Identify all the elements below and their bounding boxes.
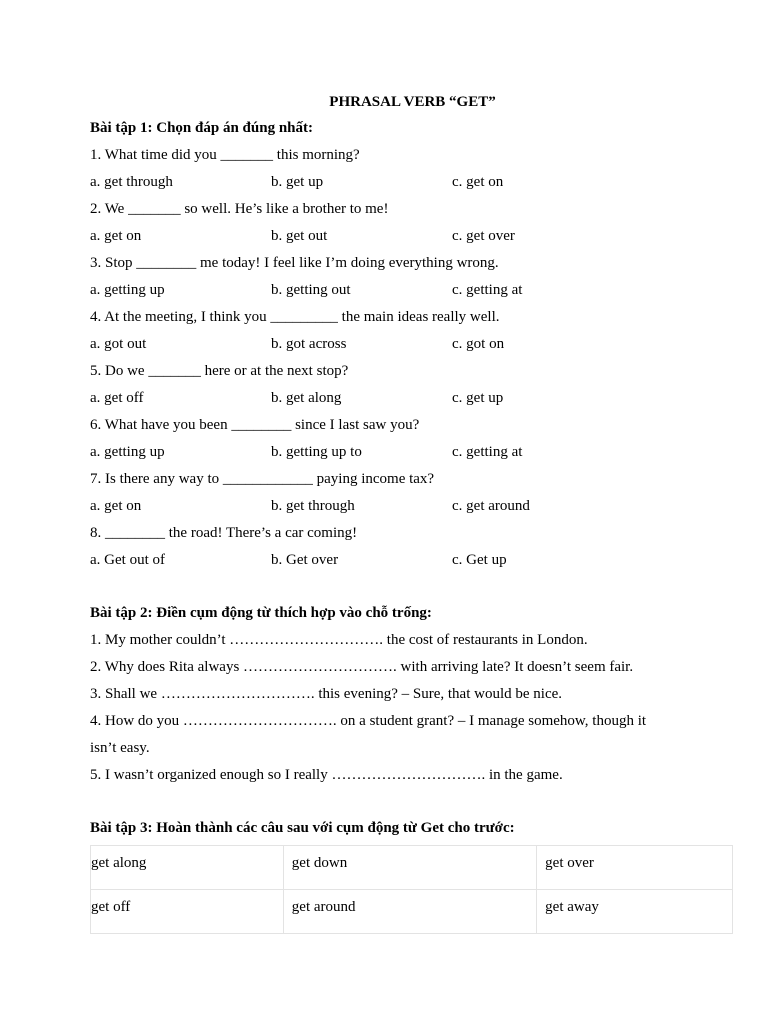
fill-line-4-continued: isn’t easy. [90, 740, 150, 756]
options-5 [90, 388, 735, 415]
options-1 [90, 172, 735, 199]
fill-line-3: 3. Shall we …………………………. this evening? – Sure, that would be nice. [90, 686, 563, 702]
exercise-2-lines [90, 630, 735, 792]
fill-line-1: 1. My mother couldn’t …………………………. the cost of restaurants in London. [90, 632, 588, 648]
option-a: a. getting up [90, 444, 165, 460]
table-row [91, 890, 733, 934]
table-cell: get away [537, 890, 733, 934]
options-8 [90, 550, 735, 577]
question-7: 7. Is there any way to ____________ paying income tax? [90, 471, 435, 487]
option-a: a. get through [90, 174, 173, 190]
option-b: b. getting up to [271, 444, 362, 460]
options-2 [90, 226, 735, 253]
options-6 [90, 442, 735, 469]
option-c: c. got on [452, 336, 505, 352]
option-a: a. get on [90, 498, 142, 514]
option-c: c. getting at [452, 444, 523, 460]
question-3: 3. Stop ________ me today! I feel like I’m doing everything wrong. [90, 255, 499, 271]
document-page [90, 92, 735, 934]
option-a: a. getting up [90, 282, 165, 298]
section-spacer [90, 577, 735, 603]
options-4 [90, 334, 735, 361]
option-a: a. got out [90, 336, 147, 352]
option-a: a. get off [90, 390, 144, 406]
exercise-3-heading: Bài tập 3: Hoàn thành các câu sau với cụm động từ Get cho trước: [90, 820, 515, 836]
exercise-2-heading: Bài tập 2: Điền cụm động từ thích hợp vào chỗ trống: [90, 605, 432, 621]
table-cell: get around [283, 890, 536, 934]
table-cell: get along [91, 846, 284, 890]
question-8: 8. ________ the road! There’s a car coming! [90, 525, 358, 541]
options-3 [90, 280, 735, 307]
table-cell: get off [91, 890, 284, 934]
question-2: 2. We _______ so well. He’s like a brother to me! [90, 201, 389, 217]
option-c: c. get around [452, 498, 530, 514]
exercise-1-questions [90, 145, 735, 577]
option-b: b. get along [271, 390, 342, 406]
option-b: b. getting out [271, 282, 351, 298]
question-4: 4. At the meeting, I think you _________ the main ideas really well. [90, 309, 500, 325]
section-spacer [90, 792, 735, 818]
option-a: a. get on [90, 228, 142, 244]
fill-line-2: 2. Why does Rita always …………………………. with arriving late? It doesn’t seem fair. [90, 659, 634, 675]
option-c: c. Get up [452, 552, 507, 568]
exercise-1-heading: Bài tập 1: Chọn đáp án đúng nhất: [90, 120, 314, 136]
document-title: PHRASAL VERB “GET” [329, 94, 496, 110]
fill-line-5: 5. I wasn’t organized enough so I really …………………………. in the game. [90, 767, 563, 783]
option-b: b. get through [271, 498, 355, 514]
table-cell: get over [537, 846, 733, 890]
question-1: 1. What time did you _______ this morning? [90, 147, 360, 163]
question-5: 5. Do we _______ here or at the next stop? [90, 363, 349, 379]
option-c: c. getting at [452, 282, 523, 298]
table-row [91, 846, 733, 890]
word-bank-table [90, 845, 733, 934]
option-c: c. get up [452, 390, 504, 406]
question-6: 6. What have you been ________ since I last saw you? [90, 417, 420, 433]
options-7 [90, 496, 735, 523]
table-cell: get down [283, 846, 536, 890]
option-c: c. get on [452, 174, 504, 190]
option-b: b. get up [271, 174, 324, 190]
option-b: b. get out [271, 228, 328, 244]
fill-line-4: 4. How do you …………………………. on a student grant? – I manage somehow, though it [90, 713, 647, 729]
option-c: c. get over [452, 228, 515, 244]
option-a: a. Get out of [90, 552, 165, 568]
option-b: b. got across [271, 336, 347, 352]
option-b: b. Get over [271, 552, 339, 568]
